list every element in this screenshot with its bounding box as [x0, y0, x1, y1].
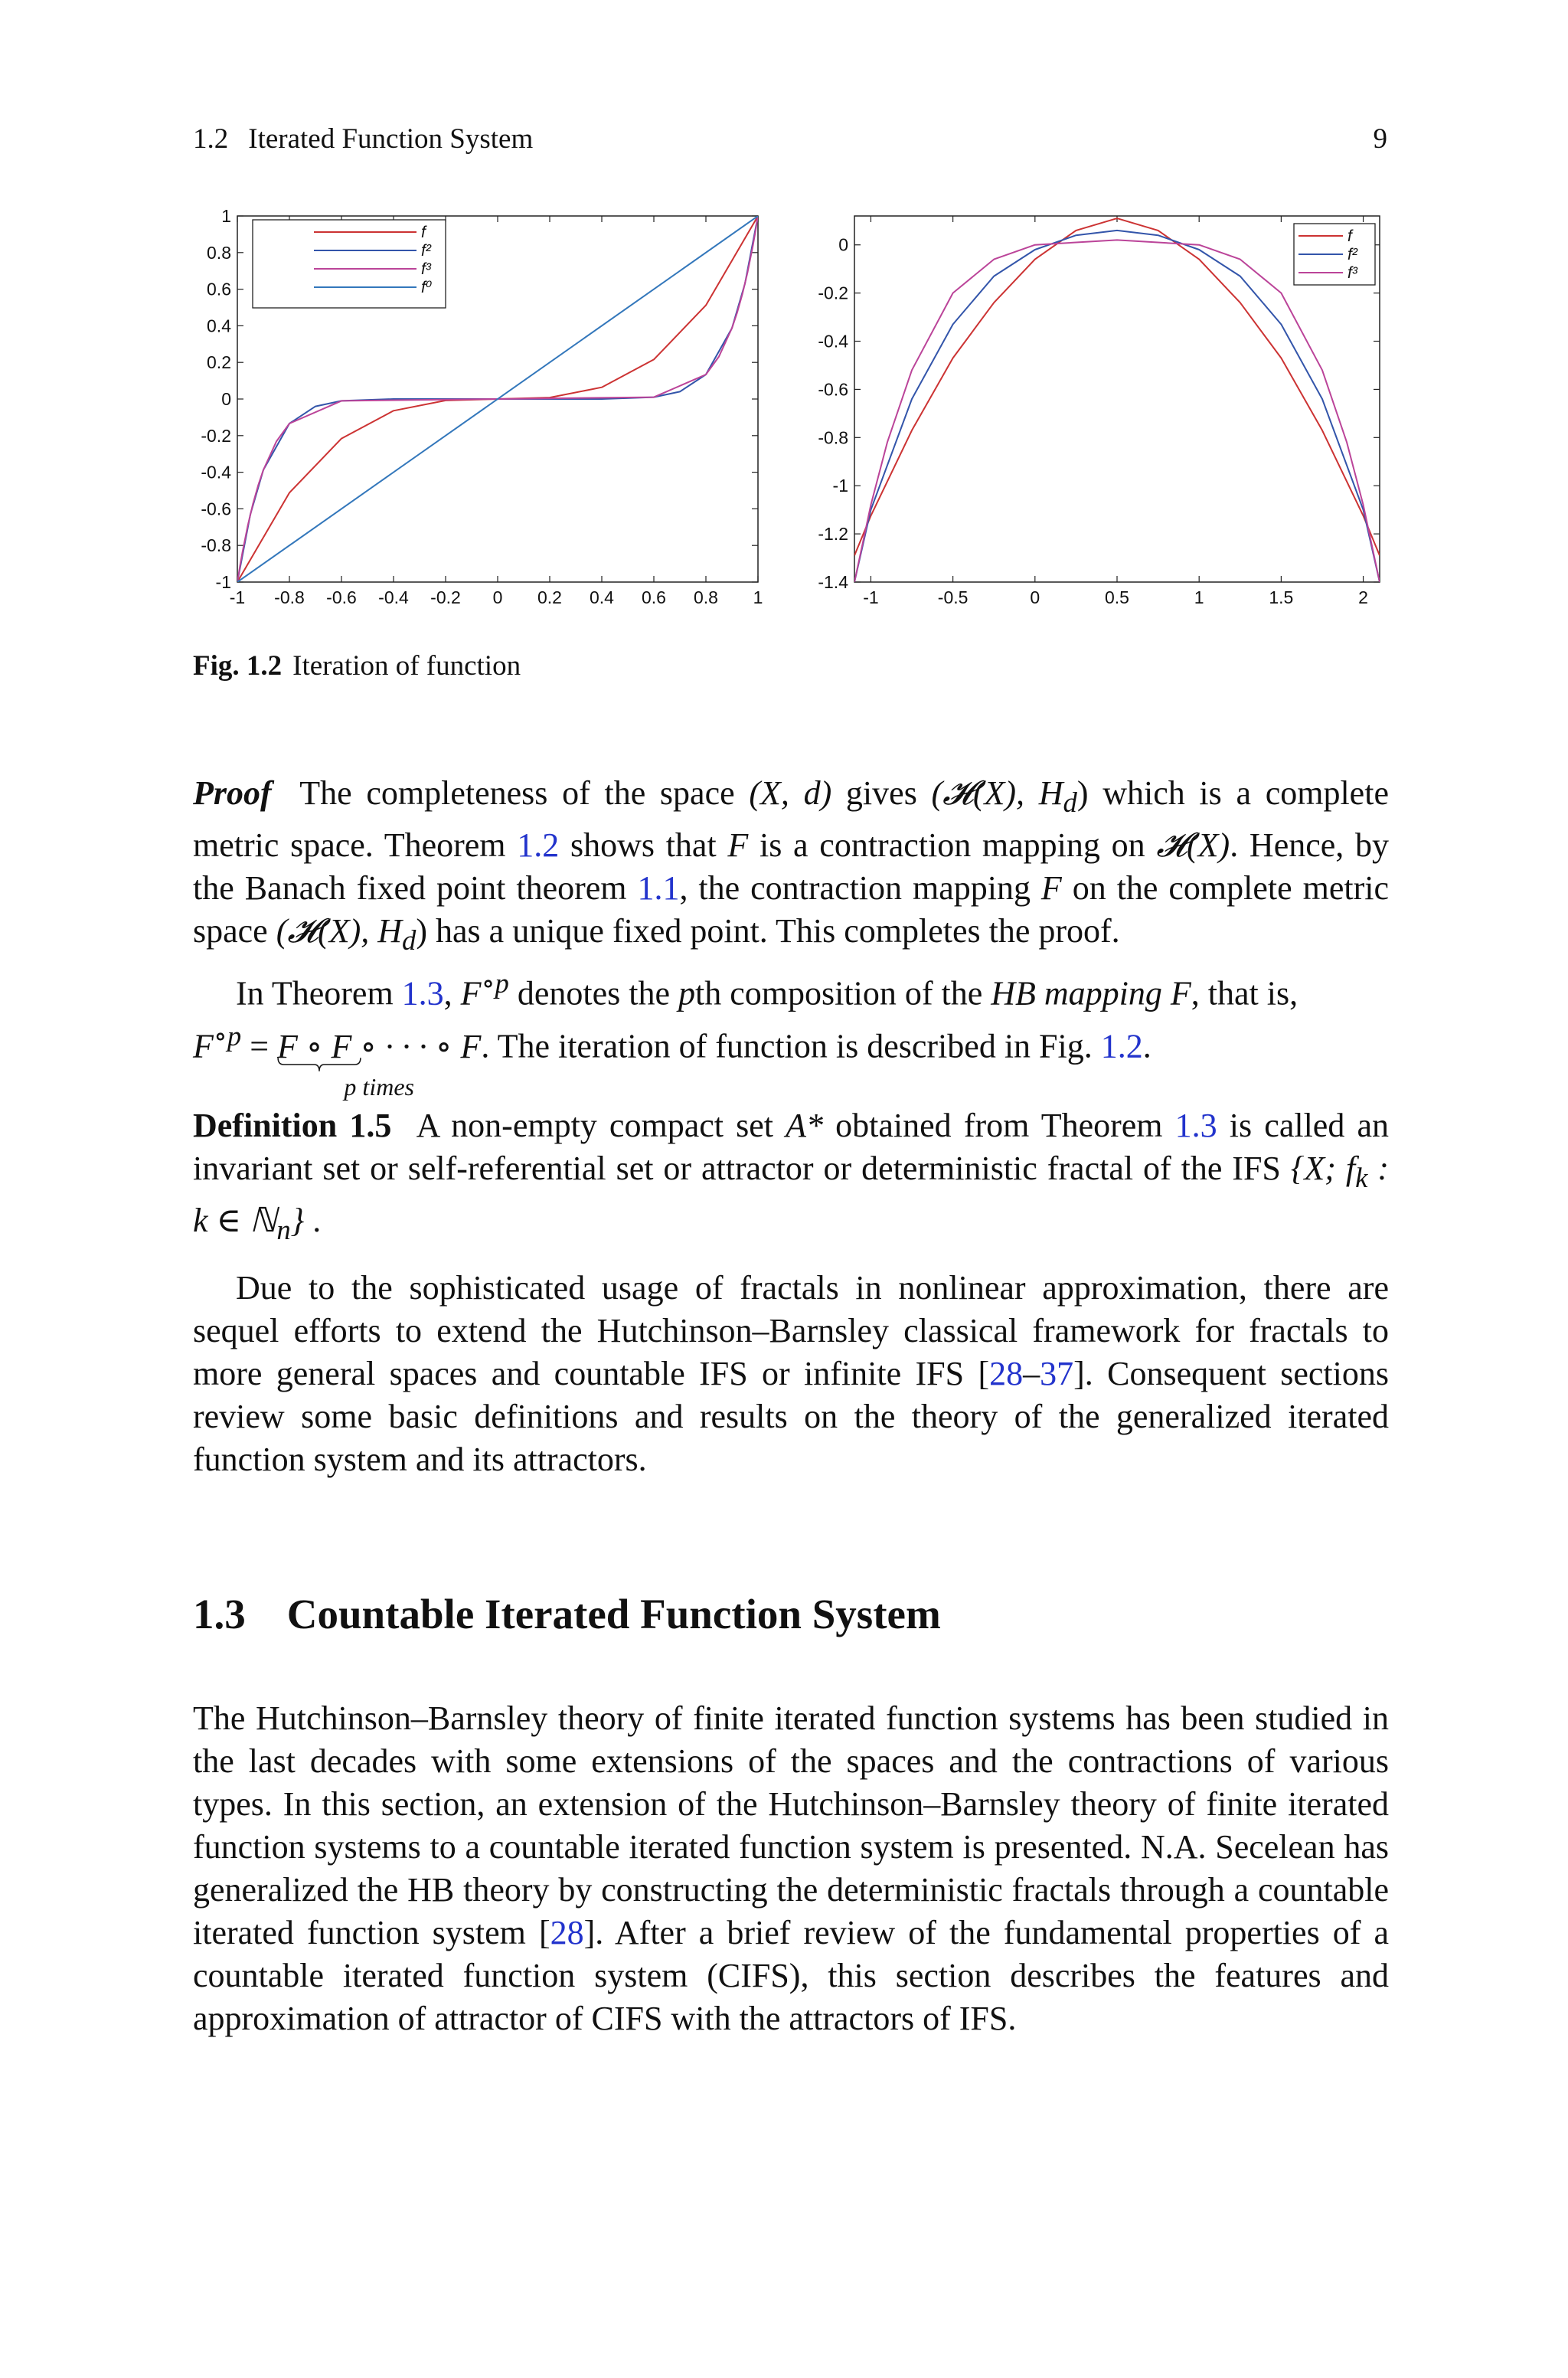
math-run: F: [460, 974, 482, 1012]
math-subscript: d: [1063, 786, 1077, 818]
text-run: . The iteration of function is described in Fig.: [481, 1027, 1101, 1065]
x-tick-label: -1: [229, 587, 246, 607]
x-tick-label: -0.5: [937, 587, 969, 607]
math-run: : k ∈ ℕ: [193, 1150, 1389, 1239]
y-tick-label: 0: [221, 389, 231, 409]
header-section-number: 1.2: [193, 123, 229, 155]
theorem-link[interactable]: 1.1: [637, 868, 680, 907]
theorem-link[interactable]: 1.3: [401, 974, 444, 1012]
x-tick-label: -0.6: [326, 587, 357, 607]
text-run: on the complete metric space: [193, 868, 1389, 950]
x-tick-label: 0.6: [642, 587, 666, 607]
y-tick-label: 0.8: [207, 242, 231, 263]
text-run: The completeness of the space: [299, 774, 750, 812]
text-run: A non-empty compact set: [416, 1107, 786, 1144]
text-run: ) has a unique fixed point. This completes the proof.: [416, 911, 1120, 950]
y-tick-label: 0.2: [207, 352, 231, 373]
figure-link[interactable]: 1.2: [1100, 1027, 1143, 1065]
x-tick-label: -1: [863, 587, 879, 607]
y-tick-label: 0.4: [207, 316, 231, 336]
figure-caption-text: Iteration of function: [292, 650, 521, 682]
text-run: –: [1023, 1355, 1040, 1392]
proof-paragraph: [193, 772, 1389, 1101]
x-tick-label: 2: [1358, 587, 1368, 607]
figure-label: Fig. 1.2: [193, 650, 283, 682]
text-run: .: [304, 1201, 322, 1239]
math-run: (X, d): [749, 774, 832, 812]
math-subscript: d: [402, 924, 416, 956]
text-run: ) which is a complete metric space. Theorem: [193, 774, 1389, 864]
underbrace-glyph: [277, 1056, 361, 1073]
x-tick-label: 0: [492, 587, 503, 607]
emphasis: HB mapping F: [991, 974, 1191, 1012]
text-run: In Theorem: [236, 974, 402, 1012]
text-run: ,: [443, 974, 461, 1012]
section-heading: [193, 1590, 941, 1638]
legend-label-f: f: [421, 224, 426, 241]
x-tick-label: 0.8: [694, 587, 718, 607]
legend-label-f0: f⁰: [421, 279, 433, 296]
math-superscript: ∘p: [213, 1020, 242, 1052]
math-run: A*: [786, 1107, 824, 1144]
math-run: p: [678, 974, 696, 1012]
x-tick-label: -0.4: [378, 587, 409, 607]
math-subscript: k: [1355, 1161, 1368, 1193]
text-run: , that is,: [1191, 974, 1298, 1012]
text-run: The Hutchinson–Barnsley theory of finite iterated function systems has been studied in the last decades with some extensions of the spaces and the contractions of various types. In this section, an extension of the Hutchinson–Barnsley theory of finite iterated function systems to a countable iterated function system is presented. N.A. Secelean has generalized the HB theory by constructing the deterministic fractals through a countable iterated function system [: [193, 1699, 1389, 1951]
legend: [1294, 224, 1375, 285]
y-tick-label: -1.4: [818, 572, 848, 592]
text-run: , the contraction mapping: [679, 868, 1041, 907]
theorem-link[interactable]: 1.2: [517, 826, 560, 864]
math-run: F: [193, 1027, 214, 1065]
figure-caption: [193, 649, 521, 682]
paragraph-generalized-ifs: [193, 1267, 1389, 1481]
y-tick-label: -0.8: [201, 535, 231, 556]
x-tick-label: -0.8: [274, 587, 305, 607]
x-tick-label: 1: [1194, 587, 1204, 607]
text-run: gives: [831, 774, 932, 812]
y-tick-label: 0.6: [207, 279, 231, 299]
y-tick-label: -0.8: [818, 427, 848, 448]
paragraph-cifs-intro: [193, 1697, 1389, 2040]
legend-label-f: f: [1348, 227, 1352, 245]
definition-label: Definition 1.5: [193, 1107, 392, 1144]
citation-link[interactable]: 28: [550, 1914, 584, 1951]
text-run: th composition of the: [695, 974, 991, 1012]
citation-link[interactable]: 28: [989, 1355, 1024, 1392]
math-run: =: [241, 1027, 278, 1065]
text-run: .: [1142, 1027, 1152, 1065]
legend-label-f3: f³: [421, 260, 431, 278]
legend-label-f3: f³: [1348, 264, 1357, 282]
underbrace-expression: [277, 1025, 482, 1101]
y-tick-label: 1: [221, 206, 231, 226]
y-tick-label: -1.2: [818, 524, 848, 545]
math-run: (𝓗(X), H: [276, 911, 403, 950]
math-run: }: [290, 1201, 305, 1239]
running-header: [193, 123, 533, 155]
text-run: shows that: [559, 826, 728, 864]
x-tick-label: 0: [1030, 587, 1040, 607]
legend-label-f2: f²: [421, 242, 431, 260]
underbrace-label: [277, 1071, 481, 1102]
underbrace-label-text: p times: [344, 1072, 414, 1101]
header-section-title: Iterated Function System: [248, 123, 534, 155]
math-run: F: [1040, 868, 1062, 907]
x-tick-label: -0.2: [430, 587, 461, 607]
y-tick-label: -0.4: [201, 462, 231, 482]
x-tick-label: 1.5: [1269, 587, 1294, 607]
x-tick-label: 0.4: [590, 587, 614, 607]
proof-label: Proof: [193, 774, 272, 812]
y-tick-label: -0.2: [818, 283, 848, 303]
y-tick-label: 0: [838, 234, 848, 255]
page-number: 9: [1373, 123, 1387, 155]
theorem-link[interactable]: 1.3: [1174, 1107, 1217, 1144]
x-tick-label: 1: [753, 587, 763, 607]
legend-box: [253, 220, 446, 308]
math-run: 𝓗(X): [1156, 826, 1230, 864]
chart-left: [191, 207, 773, 620]
text-run: denotes the: [508, 974, 679, 1012]
text-run: is called an invariant set or self-referential set or attractor or deterministic fractal of the IFS: [193, 1107, 1389, 1187]
y-tick-label: -1: [832, 476, 848, 496]
math-superscript: ∘p: [481, 967, 509, 999]
y-tick-label: -0.6: [818, 379, 848, 400]
section-title: Countable Iterated Function System: [286, 1591, 941, 1637]
legend-label-f2: f²: [1348, 246, 1357, 263]
x-tick-label: 0.5: [1105, 587, 1129, 607]
text-run: is a contraction mapping on: [748, 826, 1157, 864]
underbrace-content: F ∘ F ∘ · · · ∘ F: [277, 1027, 482, 1065]
text-run: obtained from Theorem: [823, 1107, 1175, 1144]
math-run: F: [727, 826, 749, 864]
section-number: 1.3: [193, 1591, 246, 1637]
text-run: ]. Consequent sections review some basic definitions and results on the theory of the generalized iterated function system and its attractors.: [193, 1355, 1389, 1478]
y-tick-label: -0.4: [818, 331, 848, 352]
text-run: . Hence, by the Banach fixed point theorem: [193, 826, 1389, 907]
chart-right: [804, 207, 1393, 620]
series-line-f3: [854, 240, 1380, 582]
definition-paragraph: [193, 1104, 1389, 1251]
math-run: {X; f: [1290, 1150, 1356, 1187]
legend: [253, 220, 446, 308]
y-tick-label: -0.2: [201, 425, 231, 446]
text-run: ]. After a brief review of the fundamental properties of a countable iterated function system (CIFS), this section describes the features and approximation of attractor of CIFS with the attractors of IFS.: [193, 1914, 1390, 2037]
x-tick-label: 0.2: [537, 587, 562, 607]
citation-link[interactable]: 37: [1040, 1355, 1074, 1392]
y-tick-label: -1: [215, 572, 231, 592]
text-run: Due to the sophisticated usage of fractals in nonlinear approximation, there are sequel efforts to extend the Hutchinson–Barnsley classical framework for fractals to more general spaces and countable IFS or infinite IFS [: [193, 1269, 1389, 1392]
math-subscript: n: [276, 1213, 291, 1245]
y-tick-label: -0.6: [201, 499, 231, 519]
math-run: (𝓗(X), H: [931, 774, 1063, 812]
